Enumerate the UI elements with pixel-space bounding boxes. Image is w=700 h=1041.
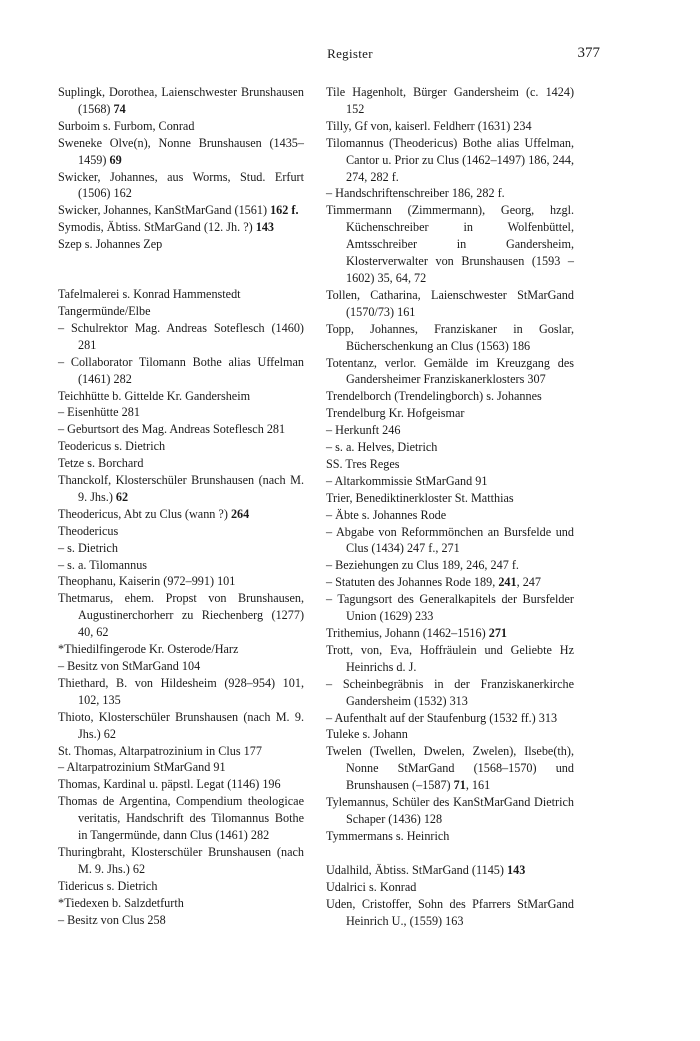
index-entry (58, 135, 304, 169)
index-entry (58, 169, 304, 203)
index-entry (326, 473, 574, 490)
index-column-right (326, 84, 574, 929)
entry-text: – Altarkommissie StMarGand 91 (326, 473, 488, 488)
page-reference-primary: 62 (115, 489, 129, 504)
index-entry (326, 591, 574, 625)
entry-text: Tetze s. Borchard (58, 456, 144, 471)
index-entry (326, 507, 574, 524)
index-entry (326, 676, 574, 710)
entry-text: , 247 (516, 575, 541, 590)
entry-text: Thomas, Kardinal u. päpstl. Legat (1146) 196 (58, 777, 281, 792)
entry-text: – Scheinbegräbnis in der Franziskanerkirche Gandersheim (1532) 313 (326, 676, 574, 708)
index-entry (58, 421, 304, 438)
index-entry (58, 658, 304, 675)
entry-text: Thanckolf, Klosterschüler Brunshausen (nach M. 9. Jhs.) (58, 473, 304, 504)
entry-text: Trendelburg Kr. Hofgeismar (326, 406, 465, 421)
entry-text: Thioto, Klosterschüler Brunshausen (nach M. 9. Jhs.) 62 (58, 709, 304, 741)
entry-text: Trendelborch (Trendelingborch) s. Johannes (326, 389, 542, 404)
index-entry (326, 118, 574, 135)
entry-text: Udalrici s. Konrad (326, 879, 417, 894)
entry-text: Tangermünde/Elbe (58, 303, 151, 318)
index-entry (58, 912, 304, 929)
entry-text: Timmermann (Zimmermann), Georg, hzgl. Küchenschreiber in Wolfenbüttel, Amtsschreiber in Gandersheim, Klosterverwalter von Brunshausen (1593 –1602) 35, 64, 72 (326, 203, 574, 285)
entry-text: Teichhütte b. Gittelde Kr. Gandersheim (58, 388, 251, 403)
index-entry (58, 844, 304, 878)
entry-text: – s. Dietrich (58, 540, 118, 555)
entry-text: Totentanz, verlor. Gemälde im Kreuzgang des Gandersheimer Franziskanerklosters 307 (326, 355, 574, 387)
entry-text: Thetmarus, ehem. Propst von Brunshausen, Augustinerchorherr zu Riechenberg (1277) 40, 62 (58, 591, 304, 640)
page-reference-primary: 69 (109, 152, 122, 167)
index-entry (58, 590, 304, 641)
entry-text: Trott, von, Eva, Hoffräulein und Geliebte Hz Heinrichs d. J. (326, 642, 574, 674)
entry-text: Sweneke Olve(n), Nonne Brunshausen (1435–1459) (58, 135, 304, 167)
index-entry (58, 540, 304, 557)
entry-text: Symodis, Äbtiss. StMarGand (12. Jh. ?) (58, 220, 256, 235)
page-reference-primary: 71 (453, 778, 466, 793)
entry-text: Thuringbraht, Klosterschüler Brunshausen (nach M. 9. Jhs.) 62 (58, 844, 304, 876)
entry-text: – Statuten des Johannes Rode 189, (326, 575, 499, 590)
index-entry (58, 743, 304, 760)
entry-text: – Besitz von Clus 258 (58, 912, 166, 927)
entry-text: *Thiedilfingerode Kr. Osterode/Harz (58, 642, 239, 657)
entry-text: Tymmermans s. Heinrich (326, 828, 450, 843)
index-entry (326, 456, 574, 473)
index-entry (326, 642, 574, 676)
entry-text: Theodericus, Abt zu Clus (wann ?) (58, 506, 231, 521)
index-entry (326, 422, 574, 439)
page-number: 377 (577, 45, 600, 61)
index-entry (326, 388, 574, 405)
index-entry (58, 523, 304, 540)
entry-text: – Collaborator Tilomann Bothe alias Uffelman (1461) 282 (58, 354, 304, 386)
index-entry (58, 472, 304, 506)
index-entry (58, 404, 304, 421)
entry-text: Twelen (Twellen, Dwelen, Zwelen), Ilsebe(th), Nonne StMarGand (1568–1570) und Brunshausen (–1587) (326, 744, 574, 793)
index-entry (58, 455, 304, 472)
entry-text: Trithemius, Johann (1462–1516) (326, 626, 489, 640)
page-header (0, 46, 700, 68)
index-entry (326, 135, 574, 186)
index-entry (326, 625, 574, 642)
index-entry (326, 524, 574, 558)
entry-text: St. Thomas, Altarpatrozinium in Clus 177 (58, 743, 262, 758)
index-entry (326, 355, 574, 389)
index-entry (326, 896, 574, 930)
entry-text: – s. a. Helves, Dietrich (326, 440, 438, 455)
entry-text: Udalhild, Äbtiss. StMarGand (1145) (326, 862, 507, 877)
entry-text: – s. a. Tilomannus (58, 557, 148, 572)
entry-text: Tuleke s. Johann (326, 727, 408, 742)
page-reference-primary: 271 (488, 626, 508, 640)
entry-text: Tafelmalerei s. Konrad Hammenstedt (58, 287, 241, 302)
index-entry (326, 321, 574, 355)
index-entry (326, 879, 574, 896)
entry-text: Szep s. Johannes Zep (58, 237, 163, 252)
entry-text: – Geburtsort des Mag. Andreas Soteflesch 281 (58, 422, 286, 437)
index-entry (326, 726, 574, 743)
index-entry (58, 354, 304, 388)
entry-text: *Tiedexen b. Salzdetfurth (58, 895, 184, 910)
index-entry (58, 573, 304, 590)
index-entry (58, 878, 304, 895)
entry-text: – Besitz von StMarGand 104 (58, 659, 201, 673)
index-entry (326, 862, 574, 879)
index-entry (326, 574, 574, 591)
index-column-left (58, 84, 304, 929)
index-entry (58, 438, 304, 455)
index-entry (58, 236, 304, 253)
entry-text: – Schulrektor Mag. Andreas Soteflesch (1460) 281 (58, 320, 304, 352)
page-reference-primary: 264 (230, 506, 250, 521)
entry-text: – Abgabe von Reformmönchen an Bursfelde und Clus (1434) 247 f., 271 (326, 524, 574, 556)
index-entry (326, 405, 574, 422)
index-entry (58, 219, 304, 236)
entry-text: Teodericus s. Dietrich (58, 439, 166, 454)
index-entry (58, 506, 304, 523)
entry-text: Tilly, Gf von, kaiserl. Feldherr (1631) 234 (326, 118, 532, 133)
index-entry (58, 320, 304, 354)
index-entry (58, 776, 304, 793)
entry-text: – Beziehungen zu Clus 189, 246, 247 f. (326, 558, 519, 573)
entry-text: Trier, Benediktinerkloster St. Matthias (326, 490, 514, 505)
page-reference-primary: 74 (113, 101, 126, 116)
entry-text: Surboim s. Furbom, Conrad (58, 118, 195, 133)
entry-text: Theophanu, Kaiserin (972–991) 101 (58, 574, 236, 589)
entry-text: – Handschriftenschreiber 186, 282 f. (326, 186, 505, 201)
index-entry (326, 743, 574, 794)
index-entry (58, 759, 304, 776)
running-title: Register (327, 46, 373, 61)
entry-text: Tylemannus, Schüler des KanStMarGand Dietrich Schaper (1436) 128 (326, 795, 574, 826)
entry-text: SS. Tres Reges (326, 456, 400, 471)
index-entry (326, 84, 574, 118)
entry-text: Tidericus s. Dietrich (58, 878, 158, 893)
index-entry (326, 794, 574, 828)
entry-text: – Herkunft 246 (326, 423, 401, 438)
entry-text: Topp, Johannes, Franziskaner in Goslar, Bücherschenkung an Clus (1563) 186 (326, 321, 574, 353)
entry-text: Suplingk, Dorothea, Laienschwester Brunshausen (1568) (58, 85, 304, 116)
index-entry (326, 557, 574, 574)
index-entry (58, 675, 304, 709)
index-entry (58, 793, 304, 844)
index-entry (326, 202, 574, 287)
index-entry (326, 185, 574, 202)
index-entry (58, 202, 304, 219)
entry-text: Tollen, Catharina, Laienschwester StMarGand (1570/73) 161 (326, 287, 574, 319)
index-entry (326, 710, 574, 727)
entry-text: Tilomannus (Theodericus) Bothe alias Uffelman, Cantor u. Prior zu Clus (1462–1497) 186, 244, 274, 282 f. (326, 135, 574, 184)
index-entry (326, 490, 574, 507)
entry-text: Swicker, Johannes, aus Worms, Stud. Erfurt (1506) 162 (58, 169, 304, 201)
index-entry (58, 286, 304, 303)
index-entry (58, 118, 304, 135)
entry-text: Theodericus (58, 523, 119, 538)
entry-text: – Altarpatrozinium StMarGand 91 (58, 760, 226, 775)
index-entry (326, 287, 574, 321)
page-reference-primary: 143 (507, 862, 526, 877)
entry-text: Thiethard, B. von Hildesheim (928–954) 101, 102, 135 (58, 675, 304, 707)
entry-text: Swicker, Johannes, KanStMarGand (1561) (58, 203, 271, 218)
entry-text: Uden, Cristoffer, Sohn des Pfarrers StMarGand Heinrich U., (1559) 163 (326, 896, 574, 928)
page-reference-primary: 143 (255, 220, 274, 235)
index-entry (58, 641, 304, 658)
entry-text: – Aufenthalt auf der Staufenburg (1532 ff.) 313 (326, 710, 558, 725)
entry-text: – Eisenhütte 281 (58, 405, 140, 420)
index-entry (58, 709, 304, 743)
index-entry (58, 895, 304, 912)
entry-text: Tile Hagenholt, Bürger Gandersheim (c. 1424) 152 (326, 85, 574, 116)
index-entry (58, 557, 304, 574)
index-entry (326, 439, 574, 456)
entry-text: , 161 (465, 778, 491, 793)
index-entry (326, 828, 574, 845)
index-entry (58, 84, 304, 118)
page-reference-primary: 162 f. (270, 203, 299, 218)
entry-text: – Äbte s. Johannes Rode (326, 507, 447, 522)
index-entry (58, 303, 304, 320)
page-reference-primary: 241 (498, 575, 517, 590)
entry-text: – Tagungsort des Generalkapitels der Bursfelder Union (1629) 233 (326, 592, 574, 624)
entry-text: Thomas de Argentina, Compendium theologicae veritatis, Handschrift des Tilomannus Bothe in Tangermünde, dann Clus (1461) 282 (58, 794, 304, 843)
index-entry (58, 388, 304, 405)
